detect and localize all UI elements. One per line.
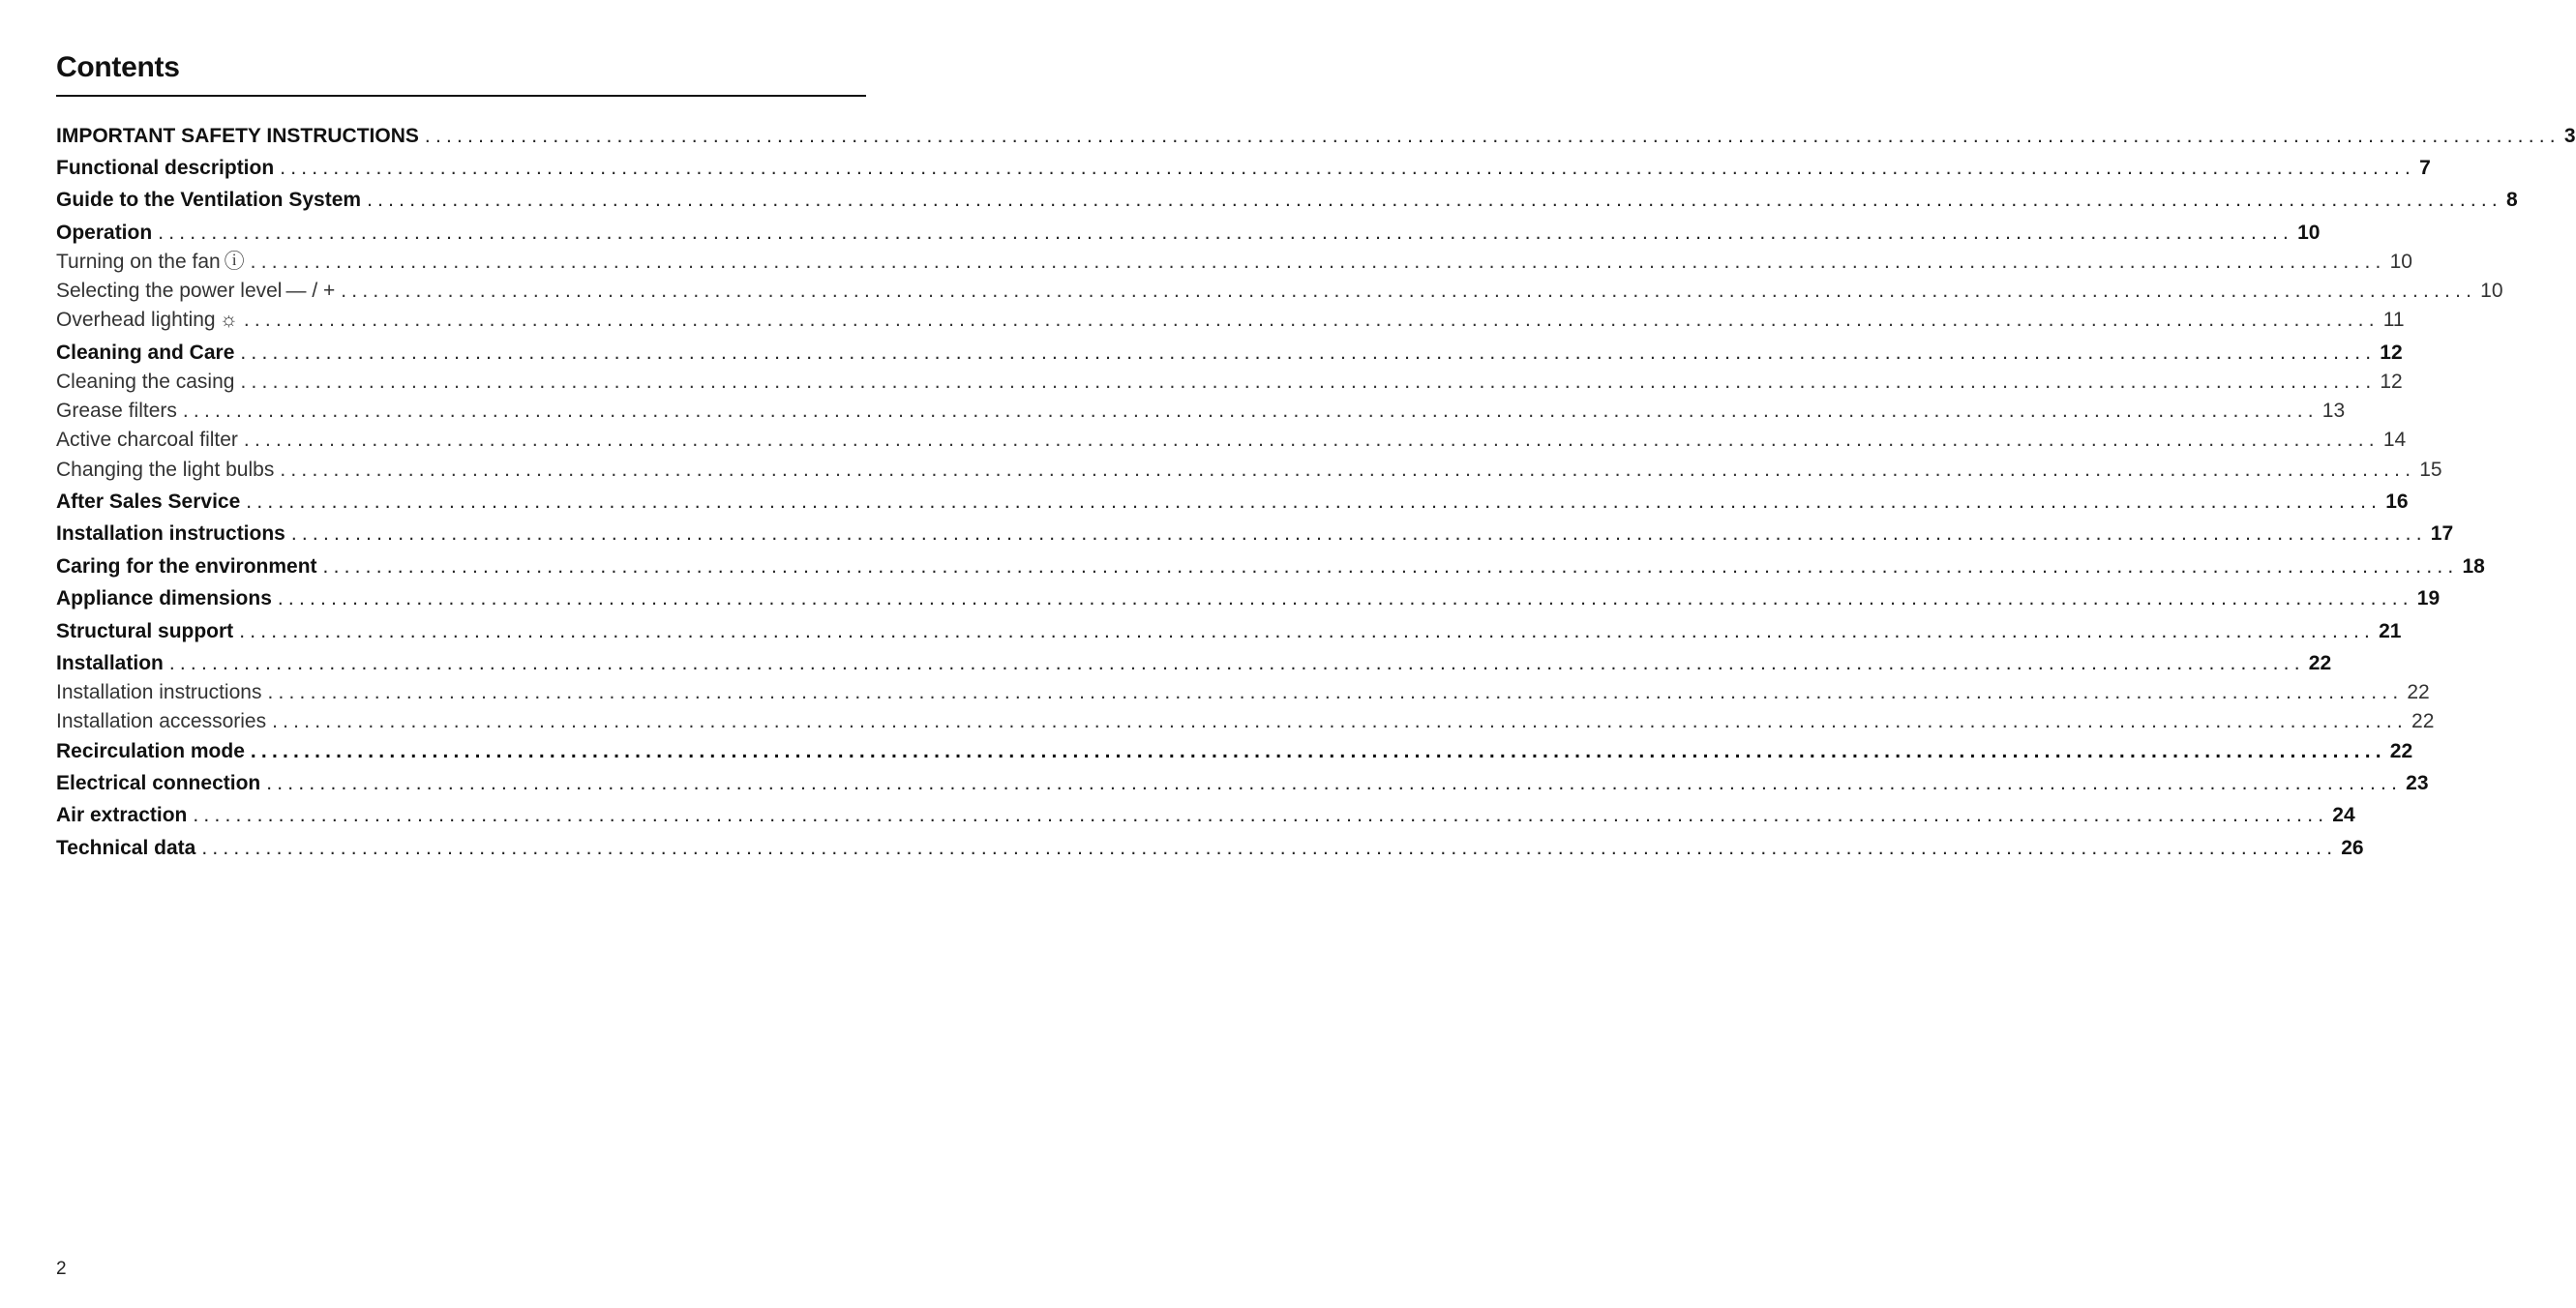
toc-entry-label: Structural support xyxy=(56,620,234,642)
toc-entry-page: 10 xyxy=(2480,280,2503,302)
toc-entry-page: 11 xyxy=(2382,309,2405,331)
toc-entry-label: Grease filters xyxy=(56,400,177,422)
dot-leader: ........................................................................................................................................................................................................ xyxy=(201,837,2338,859)
dot-leader: ........................................................................................................................................................................................................ xyxy=(280,157,2416,179)
toc-entry[interactable] xyxy=(56,122,2576,151)
dot-leader: ........................................................................................................................................................................................................ xyxy=(246,490,2382,513)
toc-entry-label: Operation xyxy=(56,222,153,244)
toc-entry[interactable] xyxy=(56,248,2412,277)
toc-entry[interactable] xyxy=(56,617,2402,646)
toc-entry-page: 15 xyxy=(2419,459,2442,481)
toc-entry-page: 22 xyxy=(2389,740,2413,762)
toc-entry[interactable] xyxy=(56,186,2518,215)
toc-entry[interactable] xyxy=(56,649,2332,678)
dot-leader: ........................................................................................................................................................................................................ xyxy=(182,400,2319,422)
toc-entry-page: 14 xyxy=(2382,429,2407,451)
dot-leader: ........................................................................................................................................................................................................ xyxy=(322,555,2459,578)
page-title: Contents xyxy=(56,51,180,83)
dot-leader: ........................................................................................................................................................................................................ xyxy=(239,620,2376,642)
toc-entry[interactable] xyxy=(56,339,2403,368)
dot-leader: ........................................................................................................................................................................................................ xyxy=(250,251,2386,273)
toc-entry[interactable] xyxy=(56,552,2485,581)
toc-entry-label: Selecting the power level xyxy=(56,280,283,302)
toc-entry-page: 8 xyxy=(2505,189,2518,211)
toc-entry-page: 17 xyxy=(2430,522,2454,545)
toc-entry-label: Cleaning the casing xyxy=(56,371,235,393)
toc-entry-label: Guide to the Ventilation System xyxy=(56,189,362,211)
toc-entry[interactable] xyxy=(56,520,2454,549)
toc-entry-page: 10 xyxy=(2389,251,2412,273)
toc-entry-page: 22 xyxy=(2308,652,2332,674)
toc-entry-page: 12 xyxy=(2380,371,2403,393)
dot-leader: ........................................................................................................................................................................................................ xyxy=(280,459,2416,481)
toc-entry[interactable] xyxy=(56,707,2435,736)
dot-leader: ........................................................................................................................................................................................................ xyxy=(250,740,2386,762)
toc-entry-page: 22 xyxy=(2411,710,2435,732)
toc-entry[interactable] xyxy=(56,277,2503,306)
toc-entry-page: 22 xyxy=(2407,681,2430,703)
fan-icon: ⓘ xyxy=(224,251,245,273)
toc-entry-label: Recirculation mode xyxy=(56,740,245,762)
toc-entry-page: 13 xyxy=(2321,400,2346,422)
toc-entry-label: IMPORTANT SAFETY INSTRUCTIONS xyxy=(56,125,419,147)
dot-leader: ........................................................................................................................................................................................................ xyxy=(266,772,2403,794)
toc-entry-label: Caring for the environment xyxy=(56,555,317,578)
page-number: 2 xyxy=(56,1259,67,1279)
toc-entry-label: Installation instructions xyxy=(56,681,262,703)
dot-leader: ........................................................................................................................................................................................................ xyxy=(243,429,2380,451)
toc-entry-page: 16 xyxy=(2385,490,2409,513)
dot-leader: ........................................................................................................................................................................................................ xyxy=(168,652,2305,674)
dot-leader: ........................................................................................................................................................................................................ xyxy=(367,189,2502,211)
dot-leader: ........................................................................................................................................................................................................ xyxy=(240,371,2377,393)
toc-entry-label: Turning on the fan xyxy=(56,251,221,273)
toc-entry-label: Installation accessories xyxy=(56,710,267,732)
toc-entry[interactable] xyxy=(56,737,2413,766)
toc-entry-page: 19 xyxy=(2416,587,2441,609)
dot-leader: ........................................................................................................................................................................................................ xyxy=(267,681,2404,703)
toc-entry[interactable] xyxy=(56,368,2403,397)
dot-leader: ........................................................................................................................................................................................................ xyxy=(341,280,2477,302)
toc-entry[interactable] xyxy=(56,219,2321,248)
toc-entry-label: After Sales Service xyxy=(56,490,241,513)
toc-entry-page: 12 xyxy=(2380,342,2403,364)
toc-entry-label: Technical data xyxy=(56,837,196,859)
toc-entry-page: 7 xyxy=(2419,157,2431,179)
toc-entry-page: 21 xyxy=(2379,620,2402,642)
toc-entry-page: 3 xyxy=(2563,125,2576,147)
toc-entry[interactable] xyxy=(56,456,2442,485)
dot-leader: ........................................................................................................................................................................................................ xyxy=(272,710,2409,732)
toc-entry-label: Electrical connection xyxy=(56,772,261,794)
minus-plus-icon: — / + xyxy=(285,280,336,302)
toc-entry[interactable] xyxy=(56,306,2405,335)
dot-leader: ........................................................................................................................................................................................................ xyxy=(240,342,2377,364)
dot-leader: ........................................................................................................................................................................................................ xyxy=(290,522,2427,545)
dot-leader: ........................................................................................................................................................................................................ xyxy=(243,309,2380,331)
toc-entry[interactable] xyxy=(56,834,2364,863)
toc-entry[interactable] xyxy=(56,397,2346,426)
toc-entry-label: Installation xyxy=(56,652,164,674)
dot-leader: ........................................................................................................................................................................................................ xyxy=(158,222,2294,244)
toc-entry[interactable] xyxy=(56,154,2431,183)
toc-entry[interactable] xyxy=(56,426,2407,455)
toc-entry[interactable] xyxy=(56,488,2409,517)
toc-entry-page: 26 xyxy=(2341,837,2364,859)
toc-entry-label: Changing the light bulbs xyxy=(56,459,275,481)
toc-entry[interactable] xyxy=(56,769,2429,798)
toc-entry-page: 10 xyxy=(2297,222,2321,244)
toc-entry-label: Air extraction xyxy=(56,804,188,826)
toc-entry-page: 24 xyxy=(2332,804,2355,826)
dot-leader: ........................................................................................................................................................................................................ xyxy=(424,125,2561,147)
toc-entry[interactable] xyxy=(56,584,2441,613)
toc-entry[interactable] xyxy=(56,801,2355,830)
toc-entry-page: 23 xyxy=(2406,772,2429,794)
toc-entry-page: 18 xyxy=(2462,555,2485,578)
toc-entry-label: Active charcoal filter xyxy=(56,429,238,451)
dot-leader: ........................................................................................................................................................................................................ xyxy=(193,804,2329,826)
toc-entry-label: Installation instructions xyxy=(56,522,285,545)
light-icon: ☼ xyxy=(219,309,238,331)
toc-entry-label: Overhead lighting xyxy=(56,309,216,331)
title-rule xyxy=(56,95,866,97)
dot-leader: ........................................................................................................................................................................................................ xyxy=(277,587,2413,609)
toc-entry-label: Appliance dimensions xyxy=(56,587,272,609)
toc-entry-label: Cleaning and Care xyxy=(56,342,235,364)
toc-entry[interactable] xyxy=(56,678,2430,707)
toc-entry-label: Functional description xyxy=(56,157,275,179)
